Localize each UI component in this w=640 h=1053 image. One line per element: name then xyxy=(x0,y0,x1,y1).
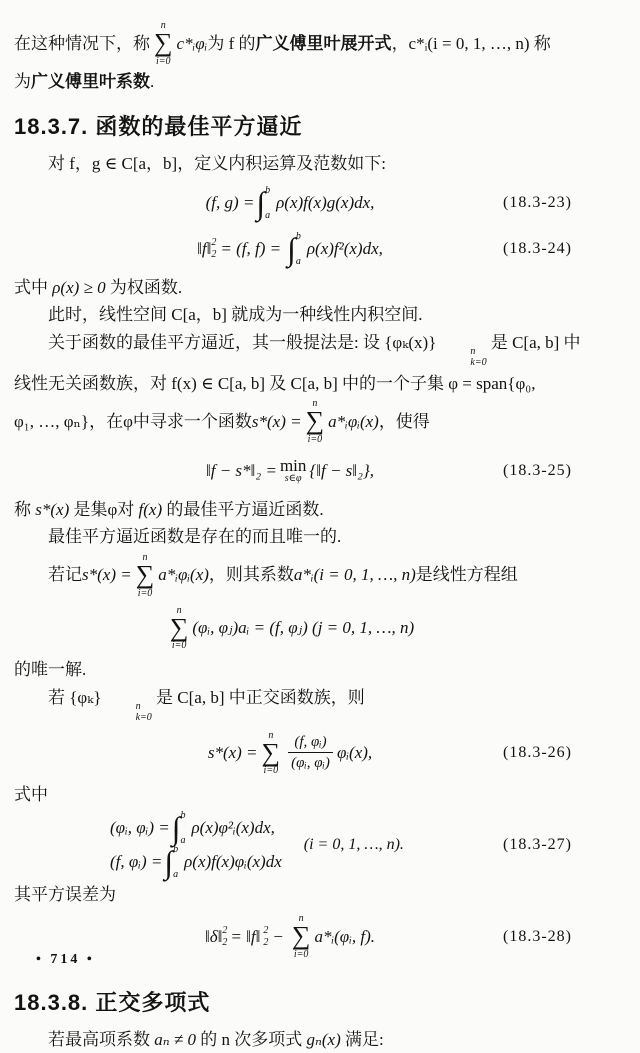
paragraph-weight-function xyxy=(14,275,616,301)
paragraph-problem-statement-line2: 线性无关函数族，对 f(x) ∈ C[a, b] 及 C[a, b] 中的一个子集 φ = span{φ₀, xyxy=(14,373,536,393)
equation-18-3-28 xyxy=(14,913,622,960)
fraction-denominator: (φᵢ, φᵢ) xyxy=(288,752,333,773)
brace-limits xyxy=(102,701,152,724)
paragraph-inner-product-space: 此时，线性空间 C[a，b] 就成为一种线性内积空间. xyxy=(48,305,423,325)
sum-lower-limit: i=0 xyxy=(293,949,309,961)
integral-lower-limit: a xyxy=(180,834,186,846)
paragraph-where: 式中 xyxy=(14,785,48,805)
integral-upper-limit: b xyxy=(295,230,301,242)
text-run: 在这种情况下，称 xyxy=(14,33,150,53)
sum-upper-limit: n xyxy=(142,551,148,563)
integral-icon: ∫ xyxy=(171,809,181,846)
math-run: c*ᵢφᵢ xyxy=(176,33,208,53)
paragraph-orthogonal-polynomials-intro xyxy=(14,1027,616,1053)
text-run: 为 xyxy=(14,71,31,91)
text-run: ，则其系数 xyxy=(208,565,294,585)
equation-18-3-23 xyxy=(14,183,622,223)
equation-row-1 xyxy=(110,809,282,846)
min-condition: s∈φ xyxy=(284,473,302,485)
equation-number: (18.3-28) xyxy=(503,927,572,945)
norm-squared-sub2 xyxy=(222,925,227,948)
equation-18-3-25 xyxy=(14,451,622,491)
section-heading-18-3-7: 18.3.7. 函数的最佳平方逼近 xyxy=(14,114,303,140)
sigma-icon: ∑ xyxy=(135,559,155,589)
math-run: s*(x) xyxy=(35,499,70,519)
subscript-k0: k=0 xyxy=(135,712,152,724)
equation-number: (18.3-27) xyxy=(503,835,572,853)
fraction-numerator: (f, φᵢ) xyxy=(294,734,327,751)
equation-row-2 xyxy=(110,843,282,880)
paragraph-fourier-expansion xyxy=(14,20,616,67)
text-run: 是 C[a, b] 中正交函数族，则 xyxy=(151,687,365,707)
norm-f: = ‖f‖ xyxy=(230,926,261,946)
norm-squared-sub2 xyxy=(263,925,268,948)
text-run: 若 {φₖ} xyxy=(48,687,102,707)
sigma-icon: ∑ xyxy=(305,406,325,436)
sum-lower-limit: i=0 xyxy=(171,640,187,652)
equation-18-3-27 xyxy=(14,809,622,880)
integral-icon: ∫ xyxy=(256,184,266,221)
equation-rhs: {‖f − s‖₂}, xyxy=(309,460,375,480)
integral-symbol xyxy=(171,809,190,846)
math-run: a*ᵢφᵢ(x) xyxy=(328,411,379,431)
norm-symbol: ‖f‖ xyxy=(197,238,212,258)
math-run: s*(x) = xyxy=(251,411,302,431)
sum-lower-limit: i=0 xyxy=(156,55,171,67)
sum-upper-limit: n xyxy=(160,20,166,31)
equation-lhs: (φᵢ, φᵢ) = xyxy=(110,817,170,837)
min-operator xyxy=(280,457,306,484)
integral-lower-limit: a xyxy=(265,209,271,221)
integral-lower-limit: a xyxy=(173,868,179,880)
equation-lhs: (f, φᵢ) = xyxy=(110,851,163,871)
paragraph-problem-statement-line1 xyxy=(14,330,616,369)
equation-rhs: ρ(x)f(x)g(x)dx, xyxy=(276,192,375,212)
equation-rhs: ρ(x)φ²ᵢ(x)dx, xyxy=(191,817,275,837)
sigma-icon: ∑ xyxy=(169,612,189,642)
norm-squared-sub2 xyxy=(211,237,216,260)
sum-symbol xyxy=(136,552,155,599)
sum-lower-limit: i=0 xyxy=(263,765,279,777)
equation-lhs: s*(x) = xyxy=(207,743,258,763)
paragraph-coefficients xyxy=(14,552,616,599)
sigma-icon: ∑ xyxy=(154,28,173,57)
integral-symbol xyxy=(287,230,305,267)
math-run: aₙ ≠ 0 xyxy=(154,1030,196,1050)
section-heading-18-3-8: 18.3.8. 正交多项式 xyxy=(14,990,211,1016)
sigma-icon: ∑ xyxy=(291,921,311,951)
equation-lhs: (f, g) = xyxy=(205,192,255,212)
text-run: 满足: xyxy=(340,1030,384,1050)
math-run: gₙ(x) xyxy=(306,1030,341,1050)
math-run: f(x) xyxy=(138,499,163,519)
superscript-n: n xyxy=(470,345,476,357)
integral-symbol xyxy=(164,843,182,880)
text-run: 为 f 的 xyxy=(207,33,256,53)
paragraph-orthogonal-family xyxy=(14,685,616,724)
math-run: s*(x) = xyxy=(82,565,132,585)
equation-rhs: ρ(x)f²(x)dx, xyxy=(306,238,383,258)
integral-icon: ∫ xyxy=(164,843,174,880)
brace-limits xyxy=(436,346,486,369)
paragraph-best-approx-name xyxy=(14,497,616,523)
equation-rhs: a*ᵢ(φᵢ, f). xyxy=(314,926,376,946)
page-number: • 714 • xyxy=(36,952,95,967)
superscript-2: 2 xyxy=(263,925,269,937)
equation-lhs: ‖f − s*‖₂ = xyxy=(205,460,277,480)
subscript-2: 2 xyxy=(222,936,228,948)
equation-rhs: ρ(x)f(x)φᵢ(x)dx xyxy=(184,851,282,871)
text-run: ，c*ᵢ(i = 0, 1, …, n) 称 xyxy=(391,33,551,53)
term-fourier-coefficient: 广义傅里叶系数 xyxy=(31,71,150,91)
text-run: φ₁, …, φₙ}，在φ中寻求一个函数 xyxy=(14,411,252,431)
text-run: ，使得 xyxy=(378,411,430,431)
integral-upper-limit: b xyxy=(265,184,271,196)
index-condition: (i = 0, 1, …, n). xyxy=(303,835,404,853)
sum-symbol xyxy=(154,20,173,67)
superscript-n: n xyxy=(135,700,141,712)
paragraph-unique-solution: 的唯一解. xyxy=(14,660,87,680)
subscript-2: 2 xyxy=(263,936,269,948)
paragraph-problem-statement-line3 xyxy=(14,398,616,445)
minus-sign: − xyxy=(272,926,284,946)
sum-upper-limit: n xyxy=(312,398,318,410)
sum-upper-limit: n xyxy=(176,604,182,616)
text-run: 若最高项系数 xyxy=(48,1030,155,1050)
sum-symbol xyxy=(262,730,281,777)
sum-upper-limit: n xyxy=(268,729,274,741)
text-run: 是 C[a, b] 中 xyxy=(486,332,581,352)
sum-upper-limit: n xyxy=(298,913,304,925)
sum-symbol xyxy=(292,913,311,960)
sum-lower-limit: i=0 xyxy=(307,433,323,445)
text-run: 的最佳平方逼近函数. xyxy=(162,499,324,519)
text-run: 是集φ对 xyxy=(69,499,139,519)
math-run: a*ᵢφᵢ(x) xyxy=(158,565,209,585)
equation-rhs: (φᵢ, φⱼ)aᵢ = (f, φⱼ) (j = 0, 1, …, n) xyxy=(192,617,415,637)
sum-lower-limit: i=0 xyxy=(137,587,153,599)
text-run: 称 xyxy=(14,499,36,519)
text-run: 的 n 次多项式 xyxy=(195,1030,307,1050)
text-run: 为权函数. xyxy=(105,277,183,297)
equation-mid: = (f, f) = xyxy=(220,238,282,258)
term-fourier-expansion: 广义傅里叶展开式 xyxy=(255,33,392,53)
equation-normal-system xyxy=(14,605,622,652)
equation-18-3-24 xyxy=(14,229,622,269)
sigma-icon: ∑ xyxy=(261,737,281,767)
subscript-k0: k=0 xyxy=(470,357,487,369)
sum-symbol xyxy=(170,605,189,652)
superscript-2: 2 xyxy=(211,237,217,249)
fraction xyxy=(288,733,333,773)
superscript-2: 2 xyxy=(222,925,228,937)
text-run: . xyxy=(150,71,155,91)
text-run: 关于函数的最佳平方逼近，其一般提法是: 设 {φₖ(x)} xyxy=(48,332,437,352)
equation-number: (18.3-23) xyxy=(503,193,572,211)
paragraph-inner-product-def: 对 f，g ∈ C[a，b]，定义内积运算及范数如下: xyxy=(48,154,386,174)
equation-rhs: φᵢ(x), xyxy=(336,743,373,763)
equation-number: (18.3-24) xyxy=(503,239,572,257)
min-label: min xyxy=(279,456,307,476)
text-run: 式中 xyxy=(14,277,53,297)
integral-lower-limit: a xyxy=(295,255,301,267)
equation-18-3-26 xyxy=(14,730,622,777)
text-run: 若记 xyxy=(48,565,82,585)
norm-delta: ‖δ‖ xyxy=(204,926,223,946)
text-run: 是线性方程组 xyxy=(415,565,518,585)
subscript-2: 2 xyxy=(211,248,217,260)
integral-upper-limit: b xyxy=(180,809,186,821)
equation-number: (18.3-26) xyxy=(503,744,572,762)
math-run: ρ(x) ≥ 0 xyxy=(52,277,106,297)
equation-number: (18.3-25) xyxy=(503,461,572,479)
paragraph-square-error: 其平方误差为 xyxy=(14,884,116,904)
math-run: a*ᵢ(i = 0, 1, …, n) xyxy=(293,565,416,585)
sum-symbol xyxy=(306,398,325,445)
integral-upper-limit: b xyxy=(173,843,179,855)
paragraph-existence-uniqueness: 最佳平方逼近函数是存在的而且唯一的. xyxy=(48,527,342,547)
paragraph-fourier-coefficient xyxy=(14,69,616,95)
integral-symbol xyxy=(256,184,274,221)
integral-icon: ∫ xyxy=(287,230,296,267)
